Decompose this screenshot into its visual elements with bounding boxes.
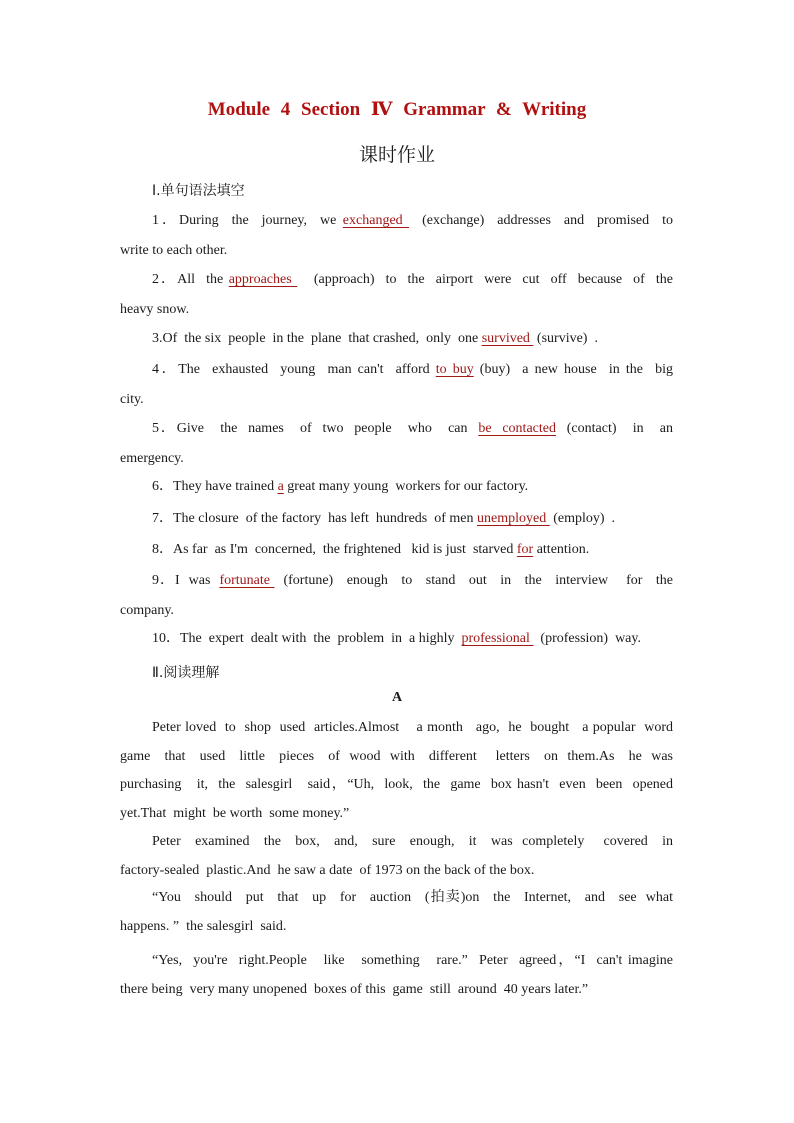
passage-paragraph	[120, 828, 673, 885]
grammar-item	[120, 566, 673, 626]
grammar-item-answer[interactable]: professional	[461, 631, 534, 646]
grammar-item-line	[120, 206, 673, 236]
grammar-item-text: Give the names of two people who can	[176, 421, 479, 436]
passage-line: there being very many unopened boxes of this game still around 40 years later.”	[120, 981, 589, 997]
grammar-item-text: (employ) .	[549, 511, 616, 526]
grammar-item-text: (fortune) enough to stand out in the interview for the	[274, 573, 674, 588]
grammar-item-continuation: emergency.	[120, 451, 184, 466]
passage-paragraph	[120, 884, 673, 941]
grammar-item-answer[interactable]: for	[516, 542, 534, 557]
grammar-item	[120, 414, 673, 474]
grammar-item-number: 2．	[152, 272, 178, 287]
grammar-item-text: (exchange) addresses and promised to	[409, 213, 673, 228]
grammar-item-continuation: city.	[120, 392, 144, 407]
passage-line: game that used little pieces of wood with different letters on them.As he was	[120, 748, 673, 764]
grammar-item-line	[120, 324, 673, 354]
grammar-item-number: 7．	[152, 511, 173, 526]
grammar-item	[120, 624, 673, 654]
grammar-item-text: (profession) way.	[533, 631, 641, 646]
grammar-item-line	[120, 472, 673, 502]
page-subtitle: 课时作业	[358, 144, 435, 166]
passage-paragraph	[120, 947, 673, 1004]
grammar-item	[120, 324, 673, 354]
grammar-item-line	[120, 535, 673, 565]
grammar-item-answer[interactable]: be contacted	[478, 421, 556, 436]
grammar-item-number: 3.	[152, 331, 163, 346]
grammar-item-line	[120, 504, 673, 534]
grammar-item-line	[120, 355, 673, 385]
passage-label: A	[391, 690, 403, 705]
passage-line: “You should put that up for auction (拍卖)on the Internet, and see what	[152, 890, 673, 905]
passage-line: Peter loved to shop used articles.Almost a month ago, he bought a popular word	[152, 720, 673, 735]
grammar-item-number: 6．	[152, 479, 173, 494]
grammar-item	[120, 265, 673, 325]
grammar-item-text: Of the six people in the plane that crashed, only one	[162, 331, 482, 346]
grammar-item-text: The closure of the factory has left hundreds of men	[173, 511, 478, 526]
grammar-item-text: The exhausted young man can't afford	[178, 362, 436, 377]
grammar-item-line	[120, 566, 673, 596]
passage-line: Peter examined the box, and, sure enough, it was completely covered in	[152, 834, 673, 849]
grammar-item-text: (survive) .	[533, 331, 598, 346]
grammar-item-text: During the journey, we	[178, 213, 343, 228]
grammar-item	[120, 504, 673, 534]
grammar-item-text: (approach) to the airport were cut off because of the	[297, 272, 674, 287]
grammar-item-answer[interactable]: fortunate	[219, 573, 275, 588]
grammar-item-text: All the	[177, 272, 229, 287]
grammar-item-line	[120, 414, 673, 444]
grammar-item-line	[120, 624, 673, 654]
grammar-item-answer[interactable]: survived	[481, 331, 534, 346]
grammar-item-continuation: write to each other.	[120, 243, 228, 258]
passage-line: yet.That might be worth some money.”	[120, 805, 350, 821]
grammar-item-number: 8．	[152, 542, 173, 557]
grammar-item-continuation: heavy snow.	[120, 302, 190, 317]
grammar-item	[120, 535, 673, 565]
grammar-item-text: I was	[175, 573, 220, 588]
grammar-item-answer[interactable]: exchanged	[342, 213, 410, 228]
grammar-item-text: attention.	[533, 542, 590, 557]
grammar-item-text: great many young workers for our factory.	[283, 479, 529, 494]
section-heading-reading: Ⅱ.阅读理解	[152, 665, 220, 681]
grammar-item-text: They have trained	[173, 479, 278, 494]
passage-line: happens. ” the salesgirl said.	[120, 918, 287, 934]
page-title: Module 4 Section Ⅳ Grammar & Writing	[207, 99, 587, 120]
grammar-item-line	[120, 265, 673, 295]
grammar-item-number: 5．	[152, 421, 177, 436]
section-heading-grammar: Ⅰ.单句语法填空	[152, 183, 245, 199]
grammar-item-continuation: company.	[120, 603, 174, 618]
grammar-item-number: 9．	[152, 573, 175, 588]
grammar-item	[120, 206, 673, 266]
grammar-item-text: (contact) in an	[555, 421, 673, 436]
passage-line: factory-sealed plastic.And he saw a date of 1973 on the back of the box.	[120, 862, 535, 878]
grammar-item-text: The expert dealt with the problem in a highly	[180, 631, 462, 646]
passage-paragraph	[120, 714, 673, 828]
passage-line: purchasing it, the salesgirl said，“Uh, look, the game box hasn't even been opened	[120, 777, 673, 792]
grammar-item-number: 10．	[152, 631, 180, 646]
grammar-item	[120, 472, 673, 502]
grammar-item	[120, 355, 673, 415]
grammar-item-answer[interactable]: unemployed	[477, 511, 550, 526]
grammar-item-text: As far as I'm concerned, the frightened kid is just starved	[173, 542, 517, 557]
grammar-item-answer[interactable]: approaches	[228, 272, 298, 287]
passage-line: “Yes, you're right.People like something rare.” Peter agreed，“I can't imagine	[152, 953, 673, 968]
grammar-item-number: 1．	[152, 213, 179, 228]
grammar-item-answer[interactable]: to buy	[435, 362, 474, 377]
grammar-item-text: (buy) a new house in the big	[473, 362, 674, 377]
grammar-item-answer[interactable]: a	[277, 479, 284, 494]
grammar-item-number: 4．	[152, 362, 179, 377]
